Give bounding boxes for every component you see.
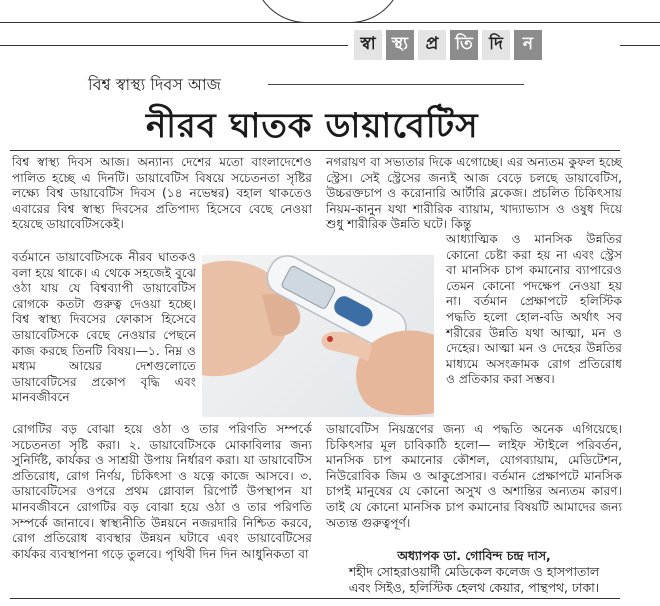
paragraph-4: নগরায়ণ বা সভ্যতার দিকে এগোচ্ছে। এর অন্যতম কুফল হচ্ছে স্ট্রেস। সেই স্ট্রেসের জন্যই আজ বেড়ে চলছে ডায়াবেটিস, উচ্চরক্তচাপ ও করোনারি আর্টারি ব্লকেজ। প্রচলিত চিকিৎসায় নিয়ম-কানুন যথা শারীরিক ব্যায়াম, খাদ্যাভ্যাস ও ওষুধ দিয়ে শুধু শারীরিক উন্নতি ঘটে। কিন্তু bbox=[326, 155, 622, 232]
section-rule-left bbox=[0, 45, 348, 46]
section-tile-1: স্বা bbox=[354, 30, 382, 60]
glucose-meter-photo bbox=[202, 255, 434, 417]
author-block bbox=[326, 548, 622, 596]
bottom-rule bbox=[10, 598, 620, 599]
kicker-rule bbox=[268, 84, 524, 85]
section-tile-5: দি bbox=[482, 30, 510, 60]
paragraph-2: বর্তমানে ডায়াবেটিসকে নীরব ঘাতকও বলা হয়ে থাকে। এ থেকে সহজেই বুঝে ওঠা যায় যে বিশ্বব্যাপী ডায়াবেটিস রোগকে কতটা গুরুত্ব দেওয়া হচ্ছে। বিশ্ব স্বাস্থ্য দিবসের ফোকাস হিসেবে ডায়াবেটিসকে বেছে নেওয়ার পেছনে কাজ করছে তিনটি বিষয়।—১. নিম্ন ও মধ্যম আয়ের দেশগুলোতে ডায়াবেটিসের প্রকোপ বৃদ্ধি এবং মানবজীবনে bbox=[12, 250, 196, 405]
author-affiliation-1: শহীদ সোহরাওয়ার্দী মেডিকেল কলেজ ও হাসপাতাল bbox=[348, 564, 600, 579]
section-tile-3: প্র bbox=[418, 30, 446, 60]
section-tile-4: তি bbox=[450, 30, 478, 60]
section-rule-right bbox=[620, 45, 660, 46]
author-affiliation-2: এবং সিইও, হলিস্টিক হেলথ কেয়ার, পান্থপথ, ঢাকা। bbox=[348, 580, 600, 595]
paragraph-6: ডায়াবেটিস নিয়ন্ত্রণের জন্য এ পদ্ধতি অনেক এগিয়েছে। চিকিৎসার মূল চাবিকাঠি হলো— লাইফ স্টাইলে পরিবর্তন, মানসিক চাপ কমানোর কৌশল, যোগব্যায়াম, মেডিটেশন, নিউরোবিক জিম ও আকুপ্রেসার। বর্তমান প্রেক্ষাপটে মানসিক চাপই মানুষের যে কোনো অসুখ ও অশান্তির অন্যতম কারণ। তাই যে কোনো মানসিক চাপ কমানোর বিষয়টি আমাদের জন্য অত্যন্ত গুরুত্বপূর্ণ। bbox=[326, 422, 622, 530]
section-banner bbox=[354, 30, 542, 60]
paragraph-3: রোগটির বড় বোঝা হয়ে ওঠা ও তার পরিণতি সম্পর্কে সচেতনতা সৃষ্টি করা। ২. ডায়াবেটিসকে মোকাবিলার জন্য সুনির্দিষ্ট, কার্যকর ও সাশ্রয়ী উপায় নির্ধারণ করা। যা ডায়াবেটিস প্রতিরোধ, রোগ নির্ণয়, চিকিৎসা ও যত্নে কাজে আসবে। ৩. ডায়াবেটিসের ওপরে প্রথম গ্লোবাল রিপোর্ট উপস্থাপন যা মানবজীবনে রোগটির বড় বোঝা হয়ে ওঠা ও তার পরিণতি সম্পর্কে জানাবে। স্বাস্থ্যনীতি উন্নয়নে নজরদারি নিশ্চিত করবে, রোগ প্রতিরোধ ব্যবস্থার উন্নয়ন ঘটাবে এবং ডায়াবেটিসের কার্যকর ব্যবস্থাপনা গড়ে তুলবে। পৃথিবী দিন দিন আধুনিকতা বা bbox=[12, 422, 312, 561]
section-tile-6: ন bbox=[514, 30, 542, 60]
headline: নীরব ঘাতক ডায়াবেটিস bbox=[146, 106, 479, 146]
top-tab-arc bbox=[253, 0, 403, 23]
paragraph-1: বিশ্ব স্বাস্থ্য দিবস আজ। অন্যান্য দেশের মতো বাংলাদেশেও পালিত হচ্ছে এ দিনটি। ডায়াবেটিস বিষয়ে সচেতনতা সৃষ্টির লক্ষ্যে বিশ্ব ডায়াবেটিস দিবস (১৪ নভেম্বর) বহাল থাকতেও এবারের বিশ্ব স্বাস্থ্য দিবসের প্রতিপাদ্য হিসেবে বেছে নেওয়া হয়েছে ডায়াবেটিসকেই। bbox=[12, 155, 312, 232]
author-name: অধ্যাপক ডা. গোবিন্দ চন্দ্র দাস, bbox=[397, 548, 551, 563]
section-tile-2: স্থ্য bbox=[386, 30, 414, 60]
kicker: বিশ্ব স্বাস্থ্য দিবস আজ bbox=[88, 75, 221, 94]
headline-rule bbox=[10, 150, 620, 151]
paragraph-5: আধ্যাত্মিক ও মানসিক উন্নতির কোনো চেষ্টা করা হয় না এবং স্ট্রেস বা মানসিক চাপ কমানোর ব্যাপারেও তেমন কোনো পদক্ষেপ নেওয়া হয় না। বর্তমান প্রেক্ষাপটে হলিস্টিক পদ্ধতি হলো হোল-বডি অর্থাৎ সব শরীরের উন্নতি যথা আত্মা, মন ও দেহের। আত্মা মন ও দেহের উন্নতির মাধ্যমে অসংক্রামক রোগ প্রতিরোধ ও প্রতিকার করা সম্ভব। bbox=[446, 232, 622, 387]
